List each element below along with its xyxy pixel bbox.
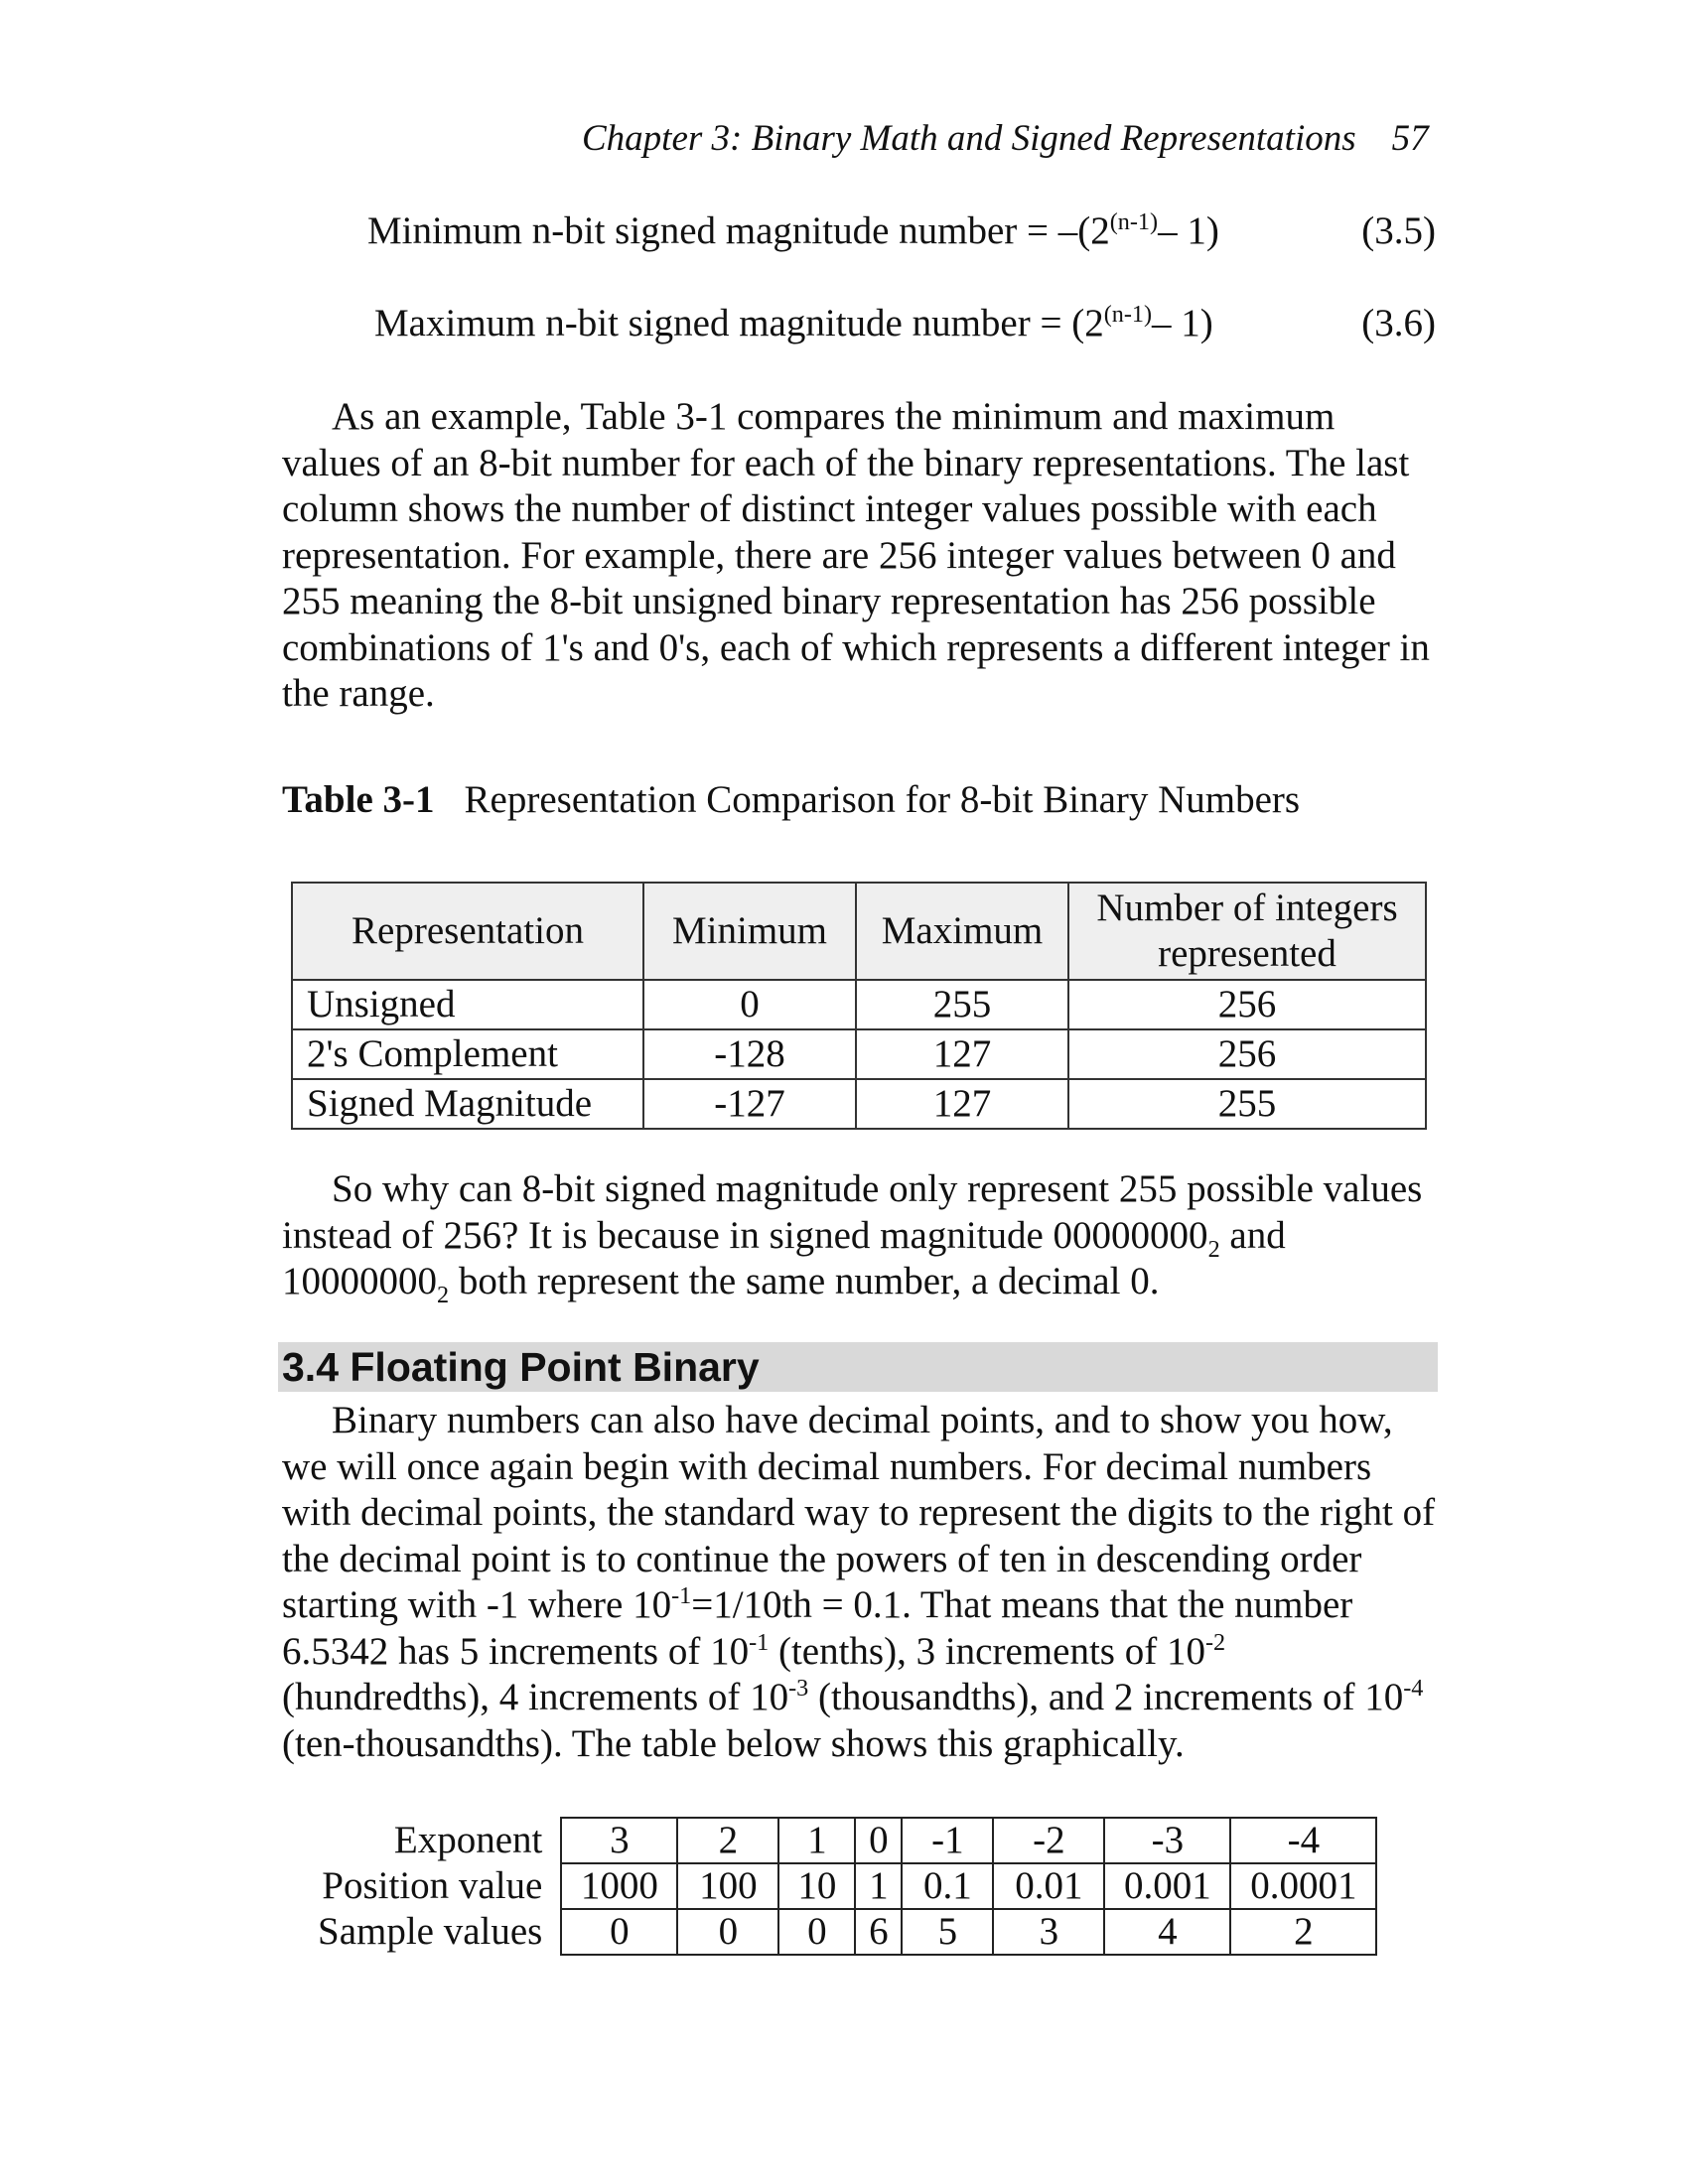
table-cell: 3 bbox=[561, 1818, 677, 1863]
representation-table bbox=[291, 882, 1427, 1130]
table-cell: 0 bbox=[561, 1909, 677, 1955]
equation-3-5 bbox=[367, 208, 1219, 253]
running-header bbox=[582, 117, 1436, 160]
superscript: -1 bbox=[671, 1582, 692, 1609]
equation-number: (3.5) bbox=[1361, 209, 1436, 252]
column-header: Minimum bbox=[643, 883, 856, 980]
table-cell: 127 bbox=[856, 1079, 1068, 1129]
table-header-row bbox=[292, 883, 1426, 980]
text-run: Binary numbers can also have decimal points, and to show you how, we will once again begin with decimal numbers. For decimal numbers with decimal points, the standard way to represent the digits to the right of the decimal point is to continue the powers of ten in descending order starting with -1 where 10 bbox=[282, 1399, 1436, 1626]
table-cell: 0.001 bbox=[1104, 1863, 1230, 1909]
table-cell: 4 bbox=[1104, 1909, 1230, 1955]
table-cell: -3 bbox=[1104, 1818, 1230, 1863]
superscript: -3 bbox=[788, 1675, 809, 1702]
table-caption-text: Representation Comparison for 8-bit Binary Numbers bbox=[464, 778, 1301, 821]
table-cell: -128 bbox=[643, 1029, 856, 1079]
table-cell: 0.0001 bbox=[1230, 1863, 1376, 1909]
superscript: -1 bbox=[749, 1628, 770, 1656]
column-header: Representation bbox=[292, 883, 643, 980]
row-label: Sample values bbox=[318, 1910, 543, 1953]
table-cell: 2 bbox=[1230, 1909, 1376, 1955]
subscript: 2 bbox=[437, 1281, 450, 1308]
table-cell: -4 bbox=[1230, 1818, 1376, 1863]
table-cell: 6 bbox=[855, 1909, 902, 1955]
table-cell: 256 bbox=[1068, 1029, 1426, 1079]
table-row bbox=[318, 1863, 1376, 1909]
table-cell: Signed Magnitude bbox=[292, 1079, 643, 1129]
table-cell: -127 bbox=[643, 1079, 856, 1129]
table-cell: 1 bbox=[778, 1818, 855, 1863]
text-run: and 10000000 bbox=[282, 1213, 1286, 1302]
text-run: So why can 8-bit signed magnitude only represent 255 possible values instead of 256? It is because in signed magnitude 00000000 bbox=[282, 1167, 1423, 1257]
text-run: =1/10th = 0.1. That means that the number 6.5342 has 5 increments of 10 bbox=[282, 1583, 1353, 1673]
equation-text: Minimum n-bit signed magnitude number = –(2 bbox=[367, 209, 1110, 252]
equation-text: – 1) bbox=[1152, 302, 1213, 344]
paragraph-signed-magnitude bbox=[282, 1166, 1438, 1308]
table-cell: Unsigned bbox=[292, 980, 643, 1029]
table-cell: 1 bbox=[855, 1863, 902, 1909]
table-cell: 0 bbox=[778, 1909, 855, 1955]
equation-text: Maximum n-bit signed magnitude number = (2 bbox=[374, 302, 1104, 344]
equation-3-6 bbox=[374, 301, 1213, 345]
equation-number: (3.6) bbox=[1361, 302, 1436, 344]
equation-text: – 1) bbox=[1158, 209, 1219, 252]
text-run: (hundredths), 4 increments of 10 bbox=[282, 1676, 789, 1718]
table-caption bbox=[282, 777, 1300, 822]
column-header: Number of integers represented bbox=[1068, 883, 1426, 980]
paragraph-text bbox=[282, 1166, 1438, 1308]
section-heading: 3.4 Floating Point Binary bbox=[278, 1342, 1438, 1392]
table-row bbox=[292, 980, 1426, 1029]
table-row bbox=[292, 1029, 1426, 1079]
column-header: Maximum bbox=[856, 883, 1068, 980]
table-cell: 2 bbox=[677, 1818, 778, 1863]
table-cell: 2's Complement bbox=[292, 1029, 643, 1079]
running-title: Chapter 3: Binary Math and Signed Representations bbox=[582, 118, 1356, 159]
text-run: (ten-thousandths). The table below shows this graphically. bbox=[282, 1721, 1185, 1765]
row-label: Position value bbox=[322, 1864, 543, 1907]
equation-exponent: (n-1) bbox=[1109, 208, 1159, 235]
table-cell: 255 bbox=[1068, 1079, 1426, 1129]
table-cell: 10 bbox=[778, 1863, 855, 1909]
table-label: Table 3-1 bbox=[282, 778, 435, 821]
text-run: (tenths), 3 increments of 10 bbox=[769, 1629, 1205, 1673]
page-number: 57 bbox=[1391, 118, 1429, 159]
paragraph-intro bbox=[282, 394, 1438, 718]
equation-exponent: (n-1) bbox=[1103, 301, 1153, 328]
table-cell: 0 bbox=[643, 980, 856, 1029]
table-cell: 256 bbox=[1068, 980, 1426, 1029]
table-cell: 3 bbox=[993, 1909, 1104, 1955]
subscript: 2 bbox=[1207, 1235, 1220, 1263]
row-label: Exponent bbox=[393, 1819, 543, 1861]
text-run: (thousandths), and 2 increments of 10 bbox=[808, 1676, 1404, 1718]
table-row bbox=[318, 1909, 1376, 1955]
table-cell: 0 bbox=[677, 1909, 778, 1955]
paragraph-text bbox=[282, 1398, 1438, 1767]
table-cell: 1000 bbox=[561, 1863, 677, 1909]
table-cell: 5 bbox=[902, 1909, 993, 1955]
table-cell: 0.01 bbox=[993, 1863, 1104, 1909]
text-run: both represent the same number, a decimal 0. bbox=[449, 1260, 1160, 1302]
superscript: -2 bbox=[1204, 1628, 1226, 1656]
paragraph-text: As an example, Table 3-1 compares the minimum and maximum values of an 8-bit number for each of the binary representations. The last column shows the number of distinct integer values possible with each representation. For example, there are 256 integer values between 0 and 255 meaning the 8-bit unsigned binary representation has 256 possible combinations of 1's and 0's, each of which represents a different integer in the range. bbox=[282, 395, 1430, 715]
position-value-table bbox=[318, 1817, 1377, 1956]
table-row bbox=[318, 1818, 1376, 1863]
table-cell: 255 bbox=[856, 980, 1068, 1029]
table-cell: -2 bbox=[993, 1818, 1104, 1863]
table-cell: 0.1 bbox=[902, 1863, 993, 1909]
table-row bbox=[292, 1079, 1426, 1129]
table-cell: 0 bbox=[855, 1818, 902, 1863]
superscript: -4 bbox=[1403, 1675, 1424, 1702]
table-cell: 100 bbox=[677, 1863, 778, 1909]
paragraph-floating-point bbox=[282, 1398, 1438, 1767]
table-cell: 127 bbox=[856, 1029, 1068, 1079]
table-cell: -1 bbox=[902, 1818, 993, 1863]
